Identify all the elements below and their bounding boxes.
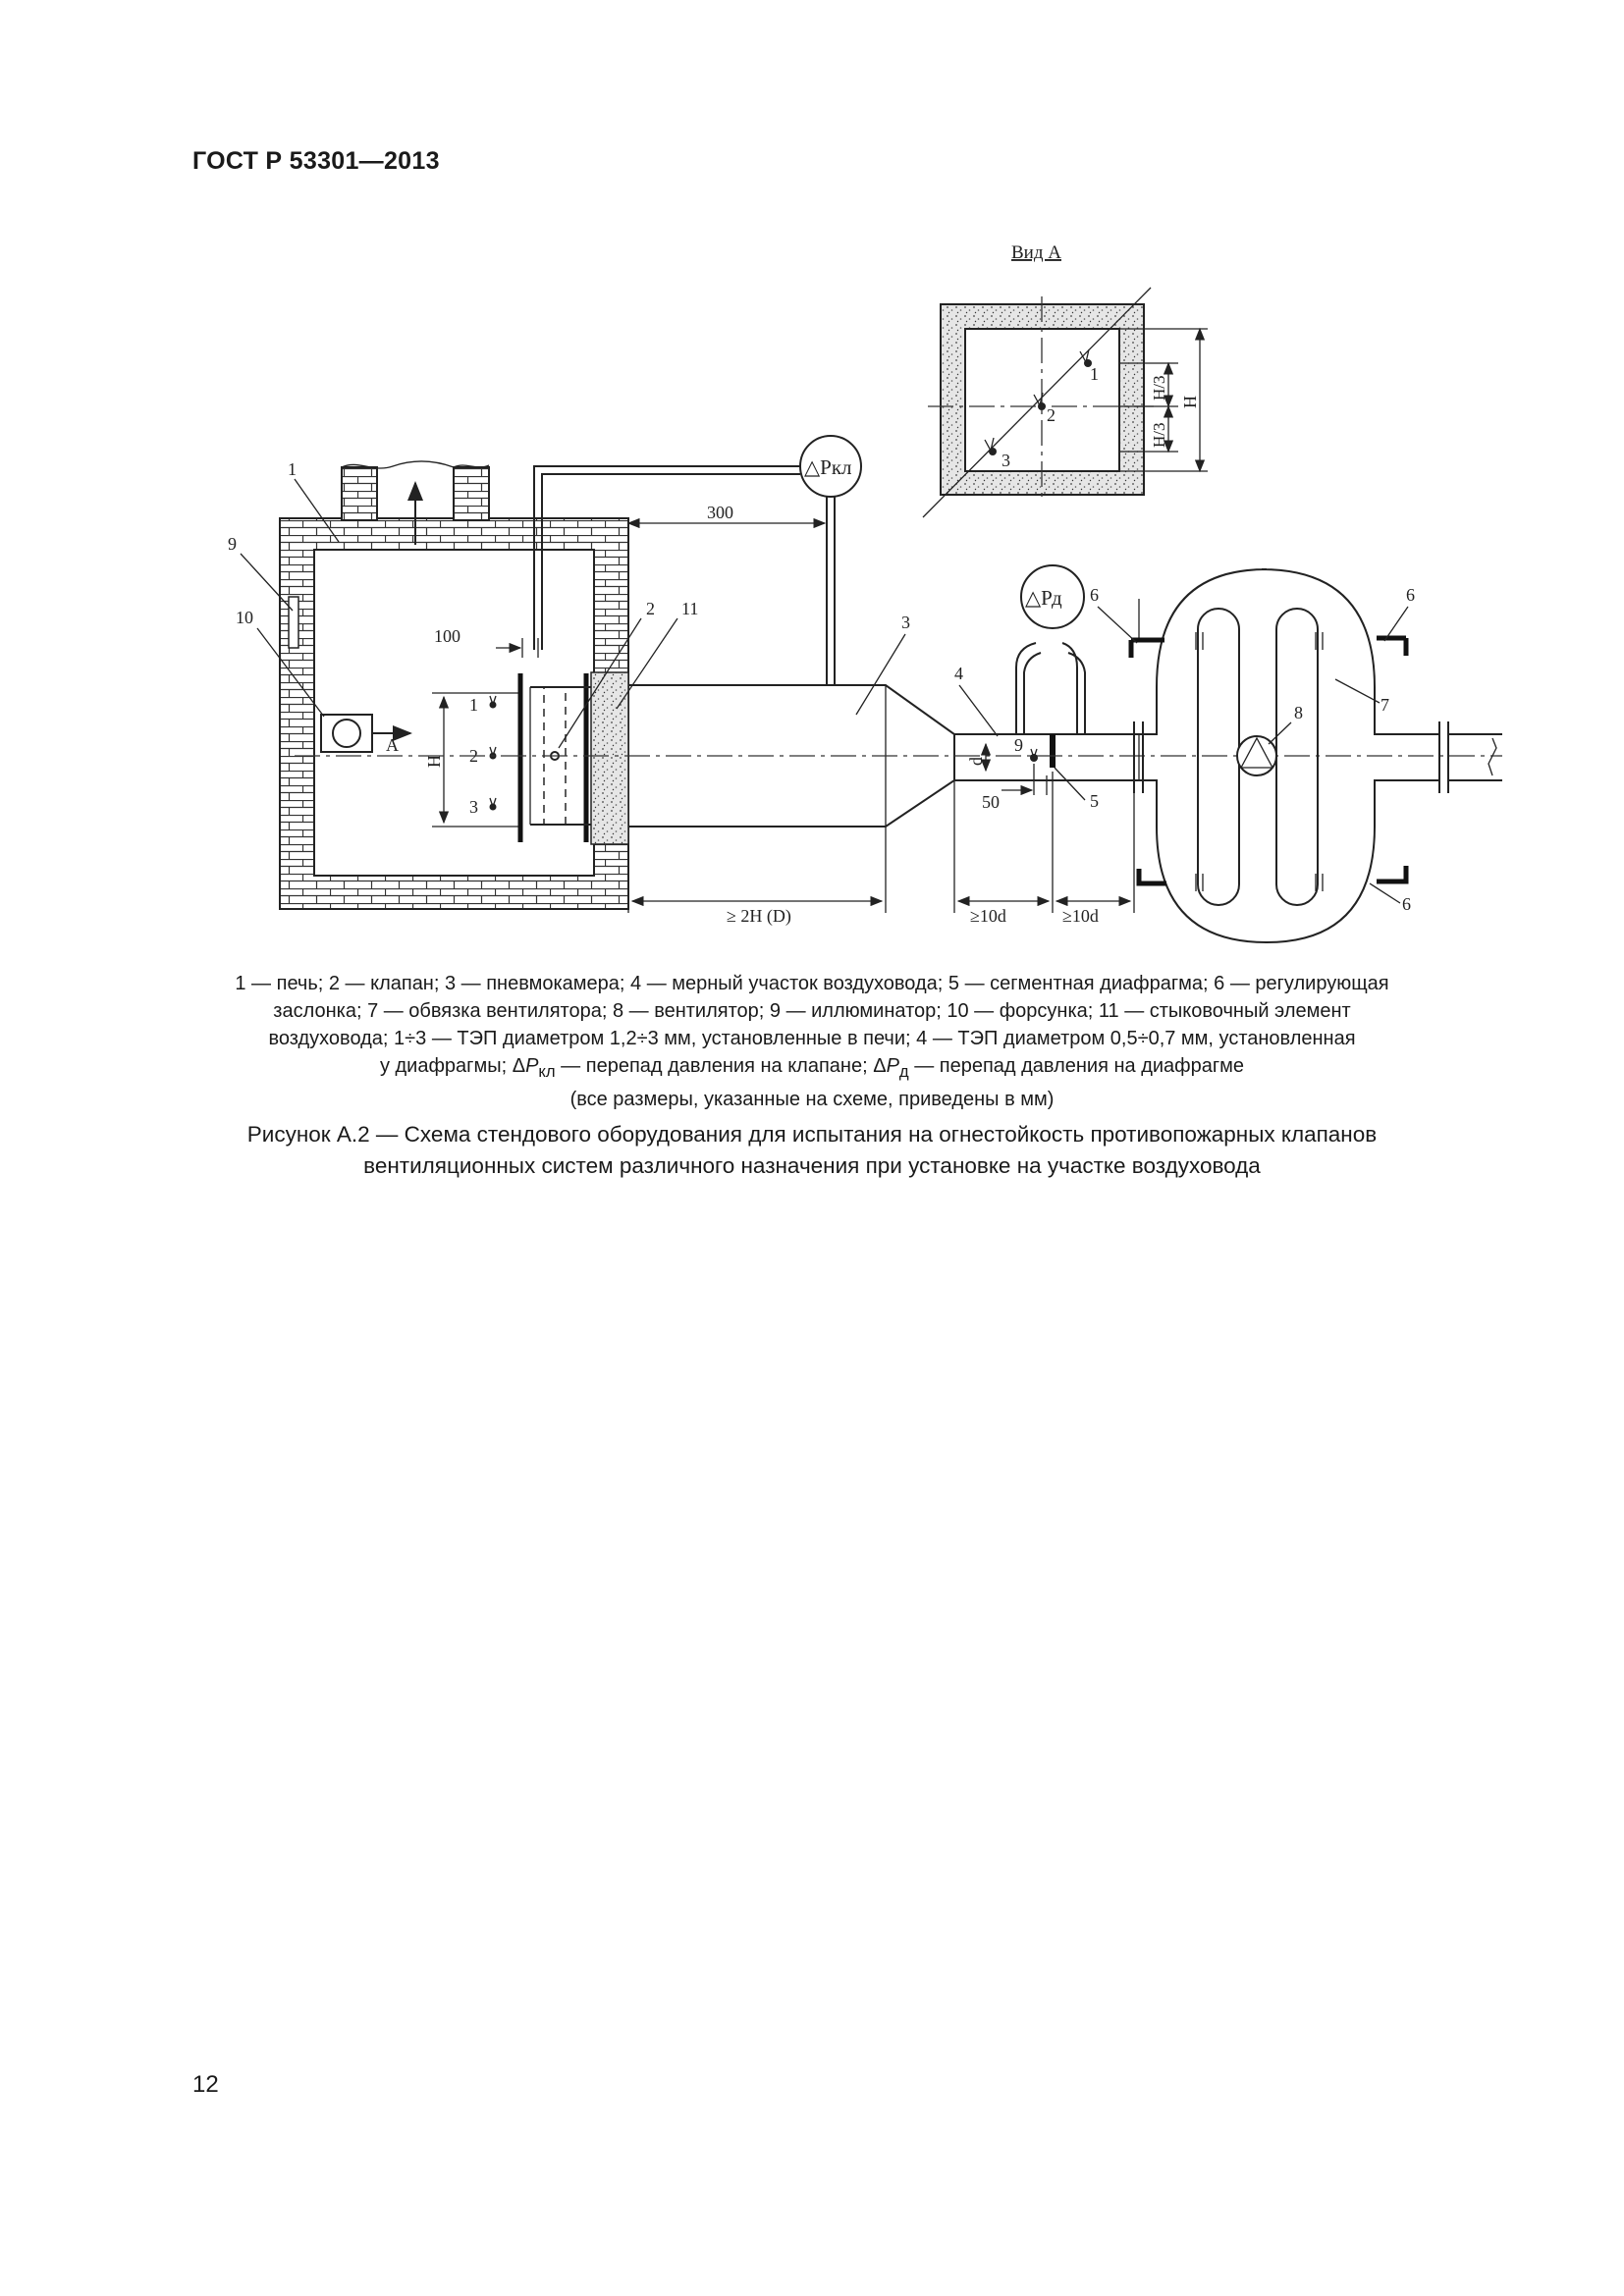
page-number: 12: [192, 2071, 219, 2098]
furnace-sensors: [424, 693, 520, 827]
view-label-2: 2: [1047, 405, 1056, 425]
valve-pressure-gauge: [434, 436, 861, 685]
dim-10d-a-label: ≥10d: [970, 906, 1006, 926]
legend-line-4: [196, 1052, 1428, 1086]
dim-2h-label: ≥ 2H (D): [727, 906, 791, 926]
view-h-label: H: [1180, 396, 1200, 408]
view-label-3: 3: [1001, 451, 1010, 470]
label-4: 4: [954, 664, 963, 683]
dim-d-label: d: [966, 757, 986, 766]
sensor-1-label: 1: [469, 695, 478, 715]
dim-300-label: 300: [707, 503, 733, 522]
legend-sub-d: д: [898, 1062, 909, 1081]
document-header: ГОСТ Р 53301—2013: [192, 147, 440, 175]
label-9: 9: [1014, 735, 1023, 755]
legend-line-4-c: — перепад давления на диафрагме: [908, 1055, 1245, 1077]
label-10: 10: [236, 608, 253, 627]
legend-line-2: заслонка; 7 — обвязка вентилятора; 8 — вентилятор; 9 — иллюминатор; 10 — форсунка; 11 — стыковочный элемент: [273, 1000, 1351, 1022]
viewport: [289, 597, 298, 648]
dim-h-label: H: [424, 755, 444, 768]
label-3: 3: [901, 613, 910, 632]
legend-line-4-b: — перепад давления на клапане; Δ: [555, 1055, 887, 1077]
sensor-3-label: 3: [469, 797, 478, 817]
label-7: 7: [1380, 695, 1389, 715]
diagram-svg: [0, 226, 1624, 952]
figure-legend: [196, 970, 1428, 1113]
caption-line-1: Рисунок А.2 — Схема стендового оборудования для испытания на огнестойкость противопожарных клапанов: [246, 1122, 1378, 1147]
label-6-a: 6: [1090, 585, 1099, 605]
dim-50-label: 50: [982, 792, 1000, 812]
gauge-kl-label: △Ркл: [804, 455, 852, 479]
label-8: 8: [1294, 703, 1303, 722]
view-a-label: A: [386, 735, 399, 755]
dim-100-label: 100: [434, 626, 460, 646]
view-h3-b-label: H/3: [1150, 422, 1168, 448]
label-2: 2: [646, 599, 655, 618]
label-1: 1: [288, 459, 297, 479]
legend-line-5: (все размеры, указанные на схеме, приведены в мм): [569, 1089, 1055, 1110]
view-a-title: Вид А: [1011, 242, 1061, 263]
view-h3-a-label: H/3: [1150, 375, 1168, 400]
legend-p-kl: P: [525, 1055, 539, 1077]
dim-10d-b-label: ≥10d: [1062, 906, 1099, 926]
label-6-c: 6: [1402, 894, 1411, 914]
legend-line-4-a: у диафрагмы; Δ: [379, 1055, 526, 1077]
legend-p-d: P: [886, 1055, 899, 1077]
label-5: 5: [1090, 791, 1099, 811]
legend-line-3: воздуховода; 1÷3 — ТЭП диаметром 1,2÷3 мм, установленные в печи; 4 — ТЭП диаметром 0,5÷0,7 мм, установленная: [268, 1028, 1356, 1049]
sensor-2-label: 2: [469, 746, 478, 766]
label-6-b: 6: [1406, 585, 1415, 605]
test-stand-diagram: [0, 226, 1624, 952]
caption-line-2: вентиляционных систем различного назначения при установке на участке воздуховода: [363, 1153, 1261, 1178]
view-label-1: 1: [1090, 364, 1099, 384]
air-chamber: [628, 613, 954, 927]
gauge-d-label: △Рд: [1025, 586, 1062, 610]
figure-caption: [196, 1119, 1428, 1182]
damper-top-right: [1377, 638, 1406, 656]
legend-line-1: 1 — печь; 2 — клапан; 3 — пневмокамера; 4 — мерный участок воздуховода; 5 — сегментная диафрагма; 6 — регулирующая: [235, 973, 1389, 994]
label-11: 11: [681, 599, 699, 618]
damper-bottom-right: [1377, 866, 1406, 881]
label-9-furnace: 9: [228, 534, 237, 554]
furnace: [280, 461, 628, 909]
legend-sub-kl: кл: [538, 1062, 556, 1081]
view-a-section: [923, 242, 1208, 517]
